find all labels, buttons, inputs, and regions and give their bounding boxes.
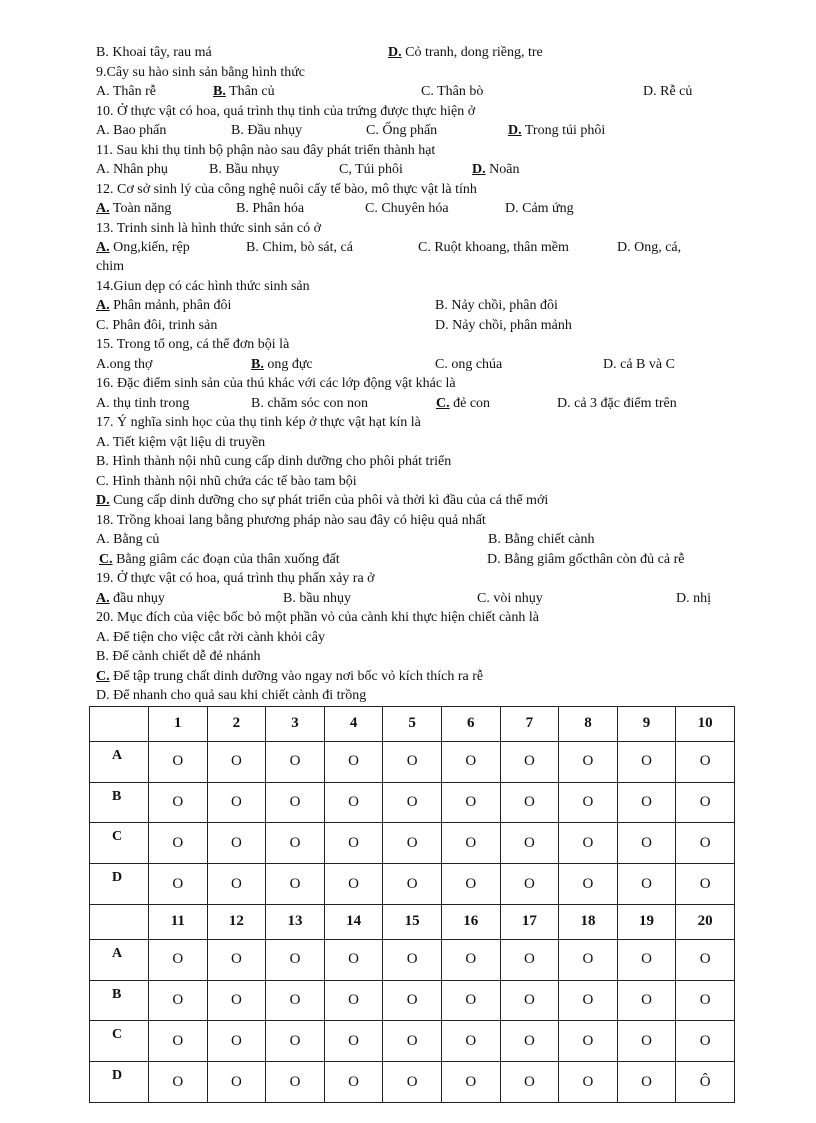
q11-stem: 11. Sau khi thụ tinh bộ phận nào sau đây phát triển thành hạt — [96, 143, 436, 158]
q12-option-d: D. Cảm ứng — [505, 201, 574, 216]
answer-bubble[interactable]: O — [266, 1021, 325, 1062]
q12-stem: 12. Cơ sở sinh lý của công nghệ nuôi cấy tế bào, mô thực vật là tính — [96, 182, 477, 197]
q9-stem: 9.Cây su hào sinh sản bằng hình thức — [96, 65, 306, 80]
answer-bubble[interactable]: O — [676, 1021, 735, 1062]
q20-stem: 20. Mục đích của việc bốc bỏ một phần vỏ của cành khi thực hiện chiết cành là — [96, 610, 539, 625]
q10-stem: 10. Ở thực vật có hoa, quá trình thụ tinh của trứng được thực hiện ở — [96, 104, 476, 119]
option-row-label: B — [90, 980, 149, 1021]
answer-bubble[interactable]: O — [559, 939, 618, 980]
answer-key-mark: A. — [96, 298, 110, 313]
answer-bubble[interactable]: O — [266, 939, 325, 980]
answer-bubble[interactable]: O — [207, 980, 266, 1021]
q14-option-a: A. Phân mảnh, phân đôi — [96, 298, 232, 313]
option-row-label: C — [90, 1021, 149, 1062]
answer-key-mark: D. — [508, 123, 522, 138]
q11-option-c: C, Túi phôi — [339, 162, 403, 177]
q15-option-c: C. ong chúa — [435, 357, 503, 372]
answer-bubble[interactable]: O — [383, 1062, 442, 1103]
answer-bubble[interactable]: O — [324, 823, 383, 864]
answer-bubble[interactable]: O — [383, 782, 442, 823]
question-number: 19 — [617, 904, 676, 939]
answer-bubble[interactable]: O — [441, 823, 500, 864]
q20-option-c: C. Để tập trung chất dinh dưỡng vào ngay nơi bốc vỏ kích thích ra rễ — [96, 669, 484, 684]
answer-bubble[interactable]: O — [559, 1062, 618, 1103]
answer-bubble[interactable]: O — [676, 980, 735, 1021]
answer-bubble[interactable]: O — [676, 939, 735, 980]
answer-bubble[interactable]: O — [383, 1021, 442, 1062]
answer-key-mark: C. — [96, 669, 110, 684]
answer-bubble[interactable]: O — [500, 823, 559, 864]
q13-stem: 13. Trinh sinh là hình thức sinh sản có ở — [96, 221, 321, 236]
answer-bubble[interactable]: O — [207, 1062, 266, 1103]
option-row-label: A — [90, 741, 149, 782]
q12-option-c: C. Chuyên hóa — [365, 201, 449, 216]
answer-row — [90, 741, 735, 782]
q15-stem: 15. Trong tổ ong, cá thể đơn bội là — [96, 337, 290, 352]
answer-bubble[interactable]: O — [500, 864, 559, 905]
q15-option-a: A.ong thợ — [96, 357, 153, 372]
q16-option-c: C. đẻ con — [436, 396, 491, 411]
answer-row — [90, 823, 735, 864]
answer-bubble[interactable]: O — [149, 741, 208, 782]
q16-option-a: A. thụ tinh trong — [96, 396, 190, 411]
answer-key-mark: C. — [436, 396, 450, 411]
q15-option-d: D. cả B và C — [603, 357, 675, 372]
answer-bubble[interactable]: O — [324, 980, 383, 1021]
q9-option-d: D. Rễ củ — [643, 84, 693, 99]
q14-stem: 14.Giun dẹp có các hình thức sinh sản — [96, 279, 310, 294]
answer-bubble[interactable]: O — [617, 1021, 676, 1062]
q14-option-d: D. Nảy chồi, phân mảnh — [435, 318, 572, 333]
q13-option-d-continued: chim — [96, 259, 124, 274]
option-row-label: D — [90, 1062, 149, 1103]
answer-bubble[interactable]: Ô — [676, 1062, 735, 1103]
answer-row — [90, 939, 735, 980]
answer-bubble[interactable]: O — [266, 1062, 325, 1103]
answer-bubble[interactable]: O — [207, 939, 266, 980]
q17-option-a: A. Tiết kiệm vật liệu di truyền — [96, 435, 266, 450]
q17-option-b: B. Hình thành nội nhũ cung cấp dinh dưỡng cho phôi phát triển — [96, 454, 452, 469]
answer-row — [90, 1062, 735, 1103]
answer-bubble[interactable]: O — [266, 782, 325, 823]
q13-option-b: B. Chim, bò sát, cá — [246, 240, 353, 255]
answer-bubble[interactable]: O — [441, 980, 500, 1021]
q13-option-a: A. Ong,kiến, rệp — [96, 240, 190, 255]
answer-bubble[interactable]: O — [500, 1021, 559, 1062]
q11-option-b: B. Bầu nhụy — [209, 162, 280, 177]
q9-option-b: B. Thân củ — [213, 84, 275, 99]
question-number: 15 — [383, 904, 442, 939]
answer-bubble[interactable]: O — [383, 823, 442, 864]
corner-cell — [90, 707, 149, 742]
question-number: 13 — [266, 904, 325, 939]
q11-option-d: D. Noãn — [472, 162, 520, 177]
answer-bubble[interactable]: O — [617, 864, 676, 905]
answer-bubble[interactable]: O — [617, 823, 676, 864]
answer-key-mark: D. — [96, 493, 110, 508]
question-number-row — [90, 904, 735, 939]
answer-bubble[interactable]: O — [266, 864, 325, 905]
answer-bubble[interactable]: O — [149, 823, 208, 864]
answer-bubble[interactable]: O — [617, 741, 676, 782]
answer-row — [90, 1021, 735, 1062]
answer-bubble[interactable]: O — [266, 823, 325, 864]
q19-option-a: A. đầu nhụy — [96, 591, 165, 606]
q11-option-a: A. Nhân phụ — [96, 162, 168, 177]
answer-bubble[interactable]: O — [559, 980, 618, 1021]
answer-bubble[interactable]: O — [441, 782, 500, 823]
q18-option-d: D. Bằng giâm gốcthân còn đủ cả rễ — [487, 552, 685, 567]
answer-row — [90, 782, 735, 823]
answer-bubble[interactable]: O — [383, 741, 442, 782]
answer-bubble[interactable]: O — [149, 939, 208, 980]
answer-bubble[interactable]: O — [500, 741, 559, 782]
q14-option-b: B. Nảy chồi, phân đôi — [435, 298, 558, 313]
q17-stem: 17. Ý nghĩa sinh học của thụ tinh kép ở thực vật hạt kín là — [96, 415, 421, 430]
answer-bubble[interactable]: O — [500, 939, 559, 980]
answer-bubble[interactable]: O — [559, 782, 618, 823]
answer-bubble[interactable]: O — [441, 741, 500, 782]
answer-bubble[interactable]: O — [441, 939, 500, 980]
answer-bubble[interactable]: O — [500, 782, 559, 823]
question-number: 18 — [559, 904, 618, 939]
q8-option-b: B. Khoai tây, rau má — [96, 45, 212, 60]
answer-bubble[interactable]: O — [207, 823, 266, 864]
q16-option-d: D. cả 3 đặc điểm trên — [557, 396, 677, 411]
answer-key-mark: A. — [96, 591, 110, 606]
question-number: 16 — [441, 904, 500, 939]
answer-bubble[interactable]: O — [149, 1021, 208, 1062]
question-number: 6 — [441, 707, 500, 742]
answer-key-mark: B. — [213, 84, 226, 99]
answer-bubble[interactable]: O — [383, 939, 442, 980]
answer-key-mark: D. — [472, 162, 486, 177]
option-row-label: A — [90, 939, 149, 980]
answer-sheet-table — [89, 706, 735, 1103]
answer-bubble[interactable]: O — [617, 980, 676, 1021]
question-number: 20 — [676, 904, 735, 939]
answer-bubble[interactable]: O — [441, 1062, 500, 1103]
question-number: 17 — [500, 904, 559, 939]
answer-bubble[interactable]: O — [207, 782, 266, 823]
q13-option-d: D. Ong, cá, — [617, 240, 682, 255]
q19-option-c: C. vòi nhụy — [477, 591, 543, 606]
answer-bubble[interactable]: O — [324, 1062, 383, 1103]
answer-bubble[interactable]: O — [149, 1062, 208, 1103]
q18-stem: 18. Trồng khoai lang bằng phương pháp nào sau đây có hiệu quả nhất — [96, 513, 486, 528]
question-number: 7 — [500, 707, 559, 742]
question-number: 14 — [324, 904, 383, 939]
q13-option-c: C. Ruột khoang, thân mềm — [418, 240, 569, 255]
q12-option-b: B. Phân hóa — [236, 201, 305, 216]
question-number-row — [90, 707, 735, 742]
answer-key-mark: D. — [388, 45, 402, 60]
corner-cell — [90, 904, 149, 939]
answer-bubble[interactable]: O — [324, 741, 383, 782]
question-number: 10 — [676, 707, 735, 742]
q20-option-d: D. Để nhanh cho quả sau khi chiết cành đi trồng — [96, 688, 367, 703]
answer-bubble[interactable]: O — [383, 864, 442, 905]
answer-bubble[interactable]: O — [149, 864, 208, 905]
q20-option-b: B. Để cành chiết dễ đẻ nhánh — [96, 649, 261, 664]
q8-option-d: D. Cỏ tranh, dong riềng, tre — [388, 45, 543, 60]
answer-bubble[interactable]: O — [441, 1021, 500, 1062]
question-number: 1 — [149, 707, 208, 742]
option-row-label: B — [90, 782, 149, 823]
q10-option-c: C. Ống phấn — [366, 123, 438, 138]
q9-option-a: A. Thân rễ — [96, 84, 156, 99]
q19-stem: 19. Ở thực vật có hoa, quá trình thụ phấn xảy ra ở — [96, 571, 375, 586]
answer-bubble[interactable]: O — [676, 782, 735, 823]
answer-bubble[interactable]: O — [559, 823, 618, 864]
answer-bubble[interactable]: O — [324, 1021, 383, 1062]
option-row-label: D — [90, 864, 149, 905]
q10-option-a: A. Bao phấn — [96, 123, 167, 138]
question-number: 12 — [207, 904, 266, 939]
q19-option-b: B. bầu nhụy — [283, 591, 352, 606]
q17-option-c: C. Hình thành nội nhũ chứa các tế bào tam bội — [96, 474, 357, 489]
q17-option-d: D. Cung cấp dinh dưỡng cho sự phát triển của phôi và thời kì đầu của cá thể mới — [96, 493, 549, 508]
q18-option-c: C. Bằng giâm các đoạn của thân xuống đất — [99, 552, 340, 567]
q16-stem: 16. Đặc điểm sinh sản của thú khác với các lớp động vật khác là — [96, 376, 456, 391]
question-number: 4 — [324, 707, 383, 742]
answer-bubble[interactable]: O — [207, 864, 266, 905]
answer-key-mark: A. — [96, 240, 110, 255]
answer-key-mark: C. — [99, 552, 113, 567]
question-number: 11 — [149, 904, 208, 939]
q18-option-a: A. Bằng củ — [96, 532, 160, 547]
answer-bubble[interactable]: O — [207, 1021, 266, 1062]
question-number: 5 — [383, 707, 442, 742]
answer-bubble[interactable]: O — [500, 1062, 559, 1103]
answer-bubble[interactable]: O — [149, 980, 208, 1021]
q12-option-a: A. Toàn năng — [96, 201, 172, 216]
question-number: 8 — [559, 707, 618, 742]
answer-bubble[interactable]: O — [149, 782, 208, 823]
option-row-label: C — [90, 823, 149, 864]
answer-bubble[interactable]: O — [676, 864, 735, 905]
answer-bubble[interactable]: O — [324, 782, 383, 823]
answer-bubble[interactable]: O — [559, 741, 618, 782]
q18-option-b: B. Bằng chiết cành — [488, 532, 595, 547]
answer-bubble[interactable]: O — [324, 864, 383, 905]
answer-bubble[interactable]: O — [324, 939, 383, 980]
q10-option-b: B. Đầu nhụy — [231, 123, 303, 138]
answer-key-mark: A. — [96, 201, 110, 216]
answer-row — [90, 980, 735, 1021]
question-number: 3 — [266, 707, 325, 742]
answer-bubble[interactable]: O — [559, 864, 618, 905]
answer-key-mark: B. — [251, 357, 264, 372]
answer-bubble[interactable]: O — [559, 1021, 618, 1062]
q9-option-c: C. Thân bò — [421, 84, 484, 99]
answer-row — [90, 864, 735, 905]
q14-option-c: C. Phân đôi, trinh sản — [96, 318, 218, 333]
q10-option-d: D. Trong túi phôi — [508, 123, 606, 138]
answer-bubble[interactable]: O — [441, 864, 500, 905]
answer-bubble[interactable]: O — [207, 741, 266, 782]
answer-bubble[interactable]: O — [266, 741, 325, 782]
answer-bubble[interactable]: O — [617, 1062, 676, 1103]
answer-bubble[interactable]: O — [676, 741, 735, 782]
q19-option-d: D. nhị — [676, 591, 711, 606]
answer-bubble[interactable]: O — [617, 782, 676, 823]
answer-bubble[interactable]: O — [500, 980, 559, 1021]
question-number: 2 — [207, 707, 266, 742]
answer-bubble[interactable]: O — [383, 980, 442, 1021]
answer-bubble[interactable]: O — [676, 823, 735, 864]
answer-bubble[interactable]: O — [266, 980, 325, 1021]
q15-option-b: B. ong đực — [251, 357, 313, 372]
question-number: 9 — [617, 707, 676, 742]
answer-bubble[interactable]: O — [617, 939, 676, 980]
q16-option-b: B. chăm sóc con non — [251, 396, 369, 411]
q20-option-a: A. Để tiện cho việc cắt rời cành khỏi cây — [96, 630, 325, 645]
